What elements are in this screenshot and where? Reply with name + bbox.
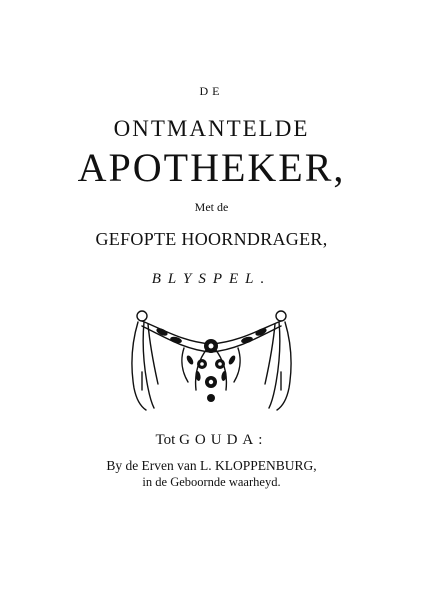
title-connector: Met de <box>194 200 229 214</box>
imprint-publisher: By de Erven van L. KLOPPENBURG, <box>106 458 317 473</box>
imprint-tot: Tot <box>155 432 176 448</box>
subtitle: GEFOPTE HOORNDRAGER, <box>95 229 328 249</box>
title-article: DE <box>199 84 224 98</box>
title-line-1: ONTMANTELDE <box>113 116 310 141</box>
genre-label: BLYSPEL. <box>151 271 272 287</box>
imprint-city: GOUDA: <box>179 432 268 448</box>
imprint-address: in de Geboornde waarheyd. <box>142 475 281 489</box>
title-line-2: APOTHEKER, <box>77 145 346 190</box>
floral-swag-ornament-icon <box>124 302 299 414</box>
imprint-place <box>0 432 423 449</box>
